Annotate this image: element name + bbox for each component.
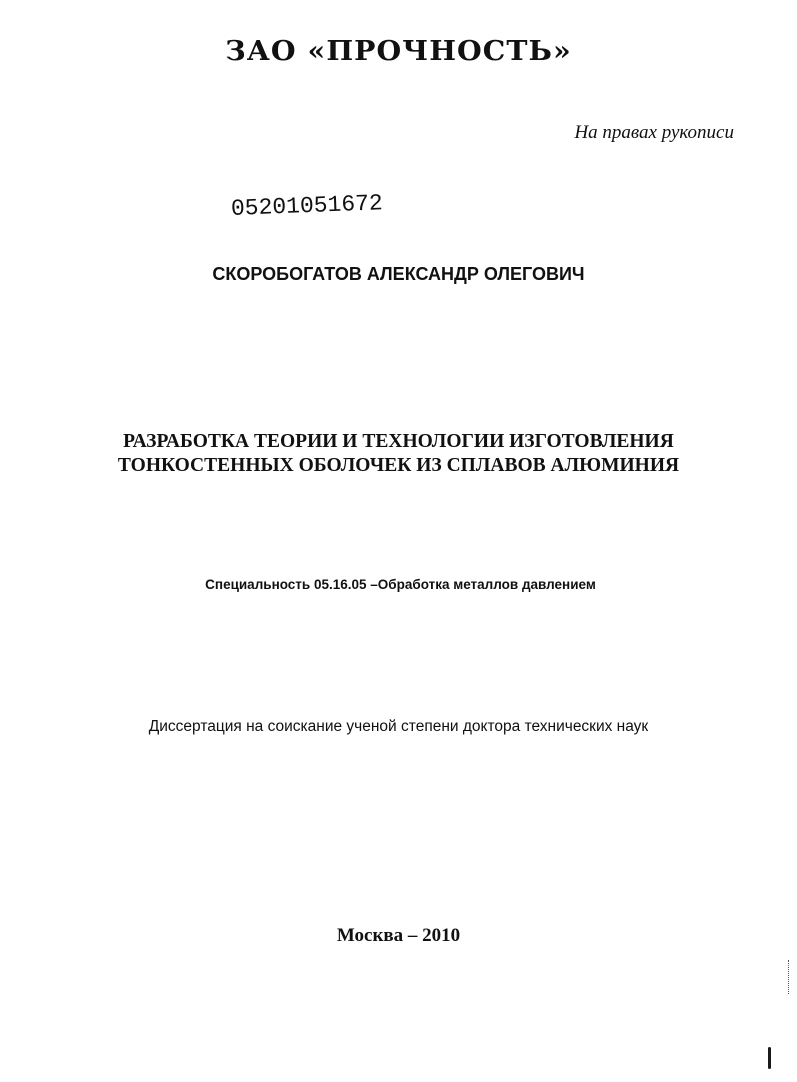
author-name: СКОРОБОГАТОВ АЛЕКСАНДР ОЛЕГОВИЧ <box>212 264 585 284</box>
dissertation-title <box>0 430 797 478</box>
scan-edge-artifact <box>788 960 793 994</box>
title-line-1: РАЗРАБОТКА ТЕОРИИ И ТЕХНОЛОГИИ ИЗГОТОВЛЕНИЯ <box>123 431 674 452</box>
city-and-year: Москва – 2010 <box>336 925 461 946</box>
specialty-line: Специальность 05.16.05 –Обработка металлов давлением <box>205 577 596 592</box>
manuscript-rights-note: На правах рукописи <box>574 122 734 143</box>
scan-edge-mark <box>768 1047 771 1069</box>
degree-statement: Диссертация на соискание ученой степени доктора технических наук <box>148 718 649 735</box>
registry-stamp-number: 05201051672 <box>230 190 384 222</box>
organization-name: ЗАО «ПРОЧНОСТЬ» <box>225 36 572 67</box>
title-line-2: ТОНКОСТЕННЫХ ОБОЛОЧЕК ИЗ СПЛАВОВ АЛЮМИНИЯ <box>117 455 680 476</box>
